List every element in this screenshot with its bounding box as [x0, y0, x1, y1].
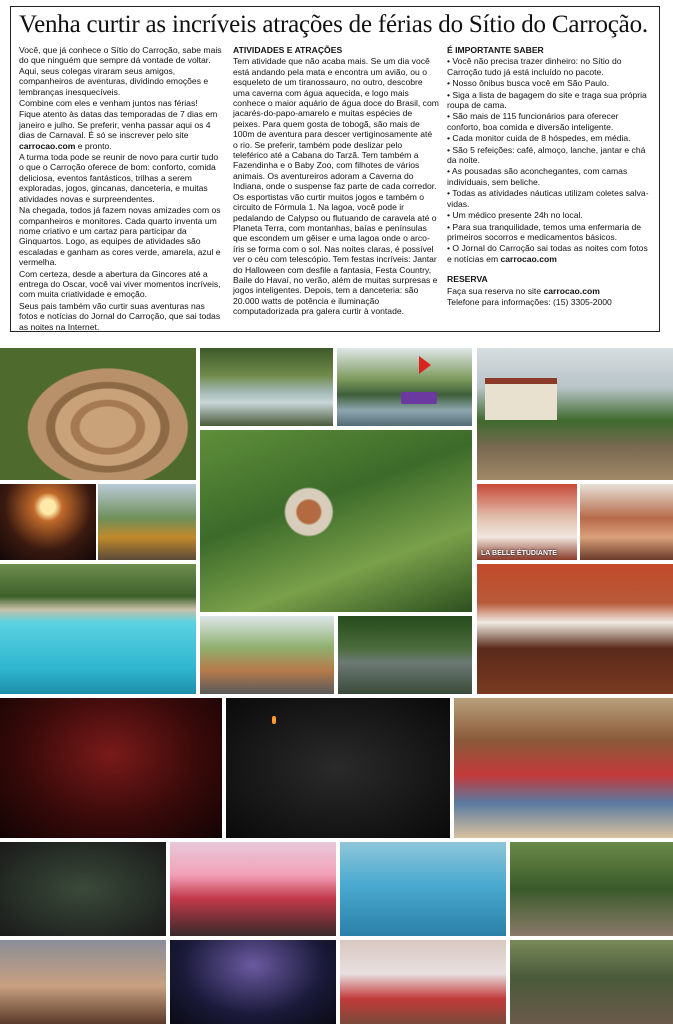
photo-main-house [477, 348, 673, 480]
column-activities [233, 45, 439, 318]
photo-buffet [580, 484, 673, 560]
column-intro [19, 45, 225, 333]
column-info [447, 45, 653, 308]
photo-pool [0, 564, 196, 694]
photo-presenters [226, 698, 450, 838]
intro-paragraph: Com certeza, desde a abertura da Gincores até a entrega do Oscar, você vai viver momentos incríveis, com muita criatividade e emoção. [19, 268, 221, 300]
photo-river [200, 348, 333, 426]
photo-restaurant-party [477, 484, 577, 560]
photo-dining-hall [477, 564, 673, 694]
photo-crowd-outdoor [98, 484, 196, 560]
reserva-phone: Telefone para informações: (15) 3305-2000 [447, 296, 612, 307]
intro-paragraph: Combine com eles e venham juntos nas férias! [19, 98, 198, 109]
photo-awards-stage [0, 698, 222, 838]
photo-girls-smiling [0, 940, 166, 1024]
headline: Venha curtir as incríveis atrações de férias do Sítio do Carroção. [19, 11, 648, 38]
site-link[interactable]: carrocao.com [543, 285, 600, 296]
photo-night-show [0, 484, 96, 560]
photo-pool-kids [340, 842, 506, 936]
photo-dinosaur [338, 616, 472, 694]
site-link[interactable]: carrocao.com [19, 140, 76, 151]
photo-lake-boat [337, 348, 472, 426]
photo-guitar-campfire [510, 940, 673, 1024]
info-item: • São 5 refeições: café, almoço, lanche, jantar e chá da noite. [447, 144, 646, 166]
intro-paragraph: Na chegada, todos já fazem novas amizades com os companheiros e monitores. Cada quarto inventa um nome criativo e um cartaz para participar da Ginquartos. Logo, as equipes de atividades são escaladas e ganham as cores verde, amarela, azul e vermelha. [19, 205, 221, 268]
info-item: • Nosso ônibus busca você em São Paulo. [447, 78, 610, 89]
photo-dance-floor [170, 940, 336, 1024]
info-item: • Você não precisa trazer dinheiro: no Sítio do Carroção tudo já está incluído no pacote. [447, 56, 622, 77]
intro-paragraph: Fique atento às datas das temporadas de 7 dias em janeiro e julho. Se preferir, venha passar aqui os 4 dias de Carnaval. É só se inscrever pelo site carrocao.com e pronto. [19, 109, 218, 151]
restaurant-sign: LA BELLE ÉTUDIANTE [481, 550, 557, 557]
photo-friends-night [0, 842, 166, 936]
photo-go-kart [200, 616, 334, 694]
photo-maze [0, 348, 196, 480]
info-item: • Cada monitor cuida de 8 hóspedes, em média. [447, 133, 631, 144]
info-item: • O Jornal do Carroção sai todas as noites com fotos e notícias em carrocao.com [447, 243, 648, 264]
info-heading: É IMPORTANTE SABER [447, 45, 544, 55]
photo-heart-balloons [170, 842, 336, 936]
photo-crowd-hall [454, 698, 673, 838]
photo-pillow-fight [340, 940, 506, 1024]
article-box [10, 6, 660, 332]
intro-paragraph: Seus pais também vão curtir suas aventuras nas fotos e notícias do Jornal do Carroção, que sai todas as noites na Internet. [19, 300, 221, 332]
info-item: • As pousadas são aconchegantes, com camas individuais, sem beliche. [447, 166, 628, 187]
info-item: • Um médico presente 24h no local. [447, 210, 583, 221]
intro-paragraph: Você, que já conhece o Sítio do Carroção, sabe mais do que ninguém que sempre dá vontade de voltar. Aqui, seus colegas viraram seus amigos, companheiros de aventuras, dividindo emoções e lembranças inesquecíveis. [19, 45, 222, 97]
photo-aerial-park [200, 430, 472, 612]
info-item: • São mais de 115 funcionários para oferecer conforto, boa comida e diversão inteligente. [447, 111, 619, 132]
reserva-heading: RESERVA [447, 274, 488, 285]
info-item: • Siga a lista de bagagem do site e traga sua própria roupa de cama. [447, 89, 647, 111]
info-item: • Para sua tranquilidade, temos uma enfermaria de primeiros socorros e medicamentos básicos. [447, 221, 642, 242]
reserva-line: Faça sua reserva no site carrocao.com [447, 285, 600, 296]
site-link[interactable]: carrocao.com [500, 253, 557, 264]
activities-paragraph: Tem atividade que não acaba mais. Se um dia você está andando pela mata e encontra um avião, ou o esqueleto de um tiranossauro, no outro, descobre uma caverna com água aquecida, e logo mais conhece o maior aquário de água doce do Brasil, com jacarés-do-papo-amarelo e muitas espécies de peixes. Para quem gosta de tobogã, são mais de 100m de aventura para descer vertiginosamente até o rio. Se preferir, também pode deslizar pelo teleférico até a Cabana do Tarzã. Tem também a Fazendinha e o Baby Zoo, com filhotes de vários animais. Os aventureiros adoram a Caverna do Indiana, onde o suspense faz parte de cada corredor. Os esportistas vão curtir muitos jogos e também o circuito de Fórmula 1. Na lagoa, você pode ir pedalando de Calypso ou flutuando de caravela até o Planeta Terra, com montanhas, baías e penínsulas que escondem um gêiser e uma lagoa onde o arco-íris se forma com o sol. Nas noites claras, é possível ver o céu com telescópio. Tem festas incríveis: Jantar do Halloween com desfile a fantasia, Festa Country, Baile do Havaí, no verão, além de muitas surpresas e jogos inteligentes. Depois, tem a danceteria: são 20.000 watts de potência e iluminação computadorizada pra galera curtir à vontade. [233, 56, 439, 317]
photo-girls-forest [510, 842, 673, 936]
intro-paragraph: A turma toda pode se reunir de novo para curtir tudo o que o Carroção oferece de bom: conforto, comida deliciosa, eventos fantásticos, trilhas a serem exploradas, jogos, gincanas, danceteria, e muitas atividades novas e surpreendentes. [19, 152, 219, 204]
activities-heading: ATIVIDADES E ATRAÇÕES [233, 45, 343, 55]
info-item: • Todas as atividades náuticas utilizam coletes salva-vidas. [447, 188, 649, 209]
